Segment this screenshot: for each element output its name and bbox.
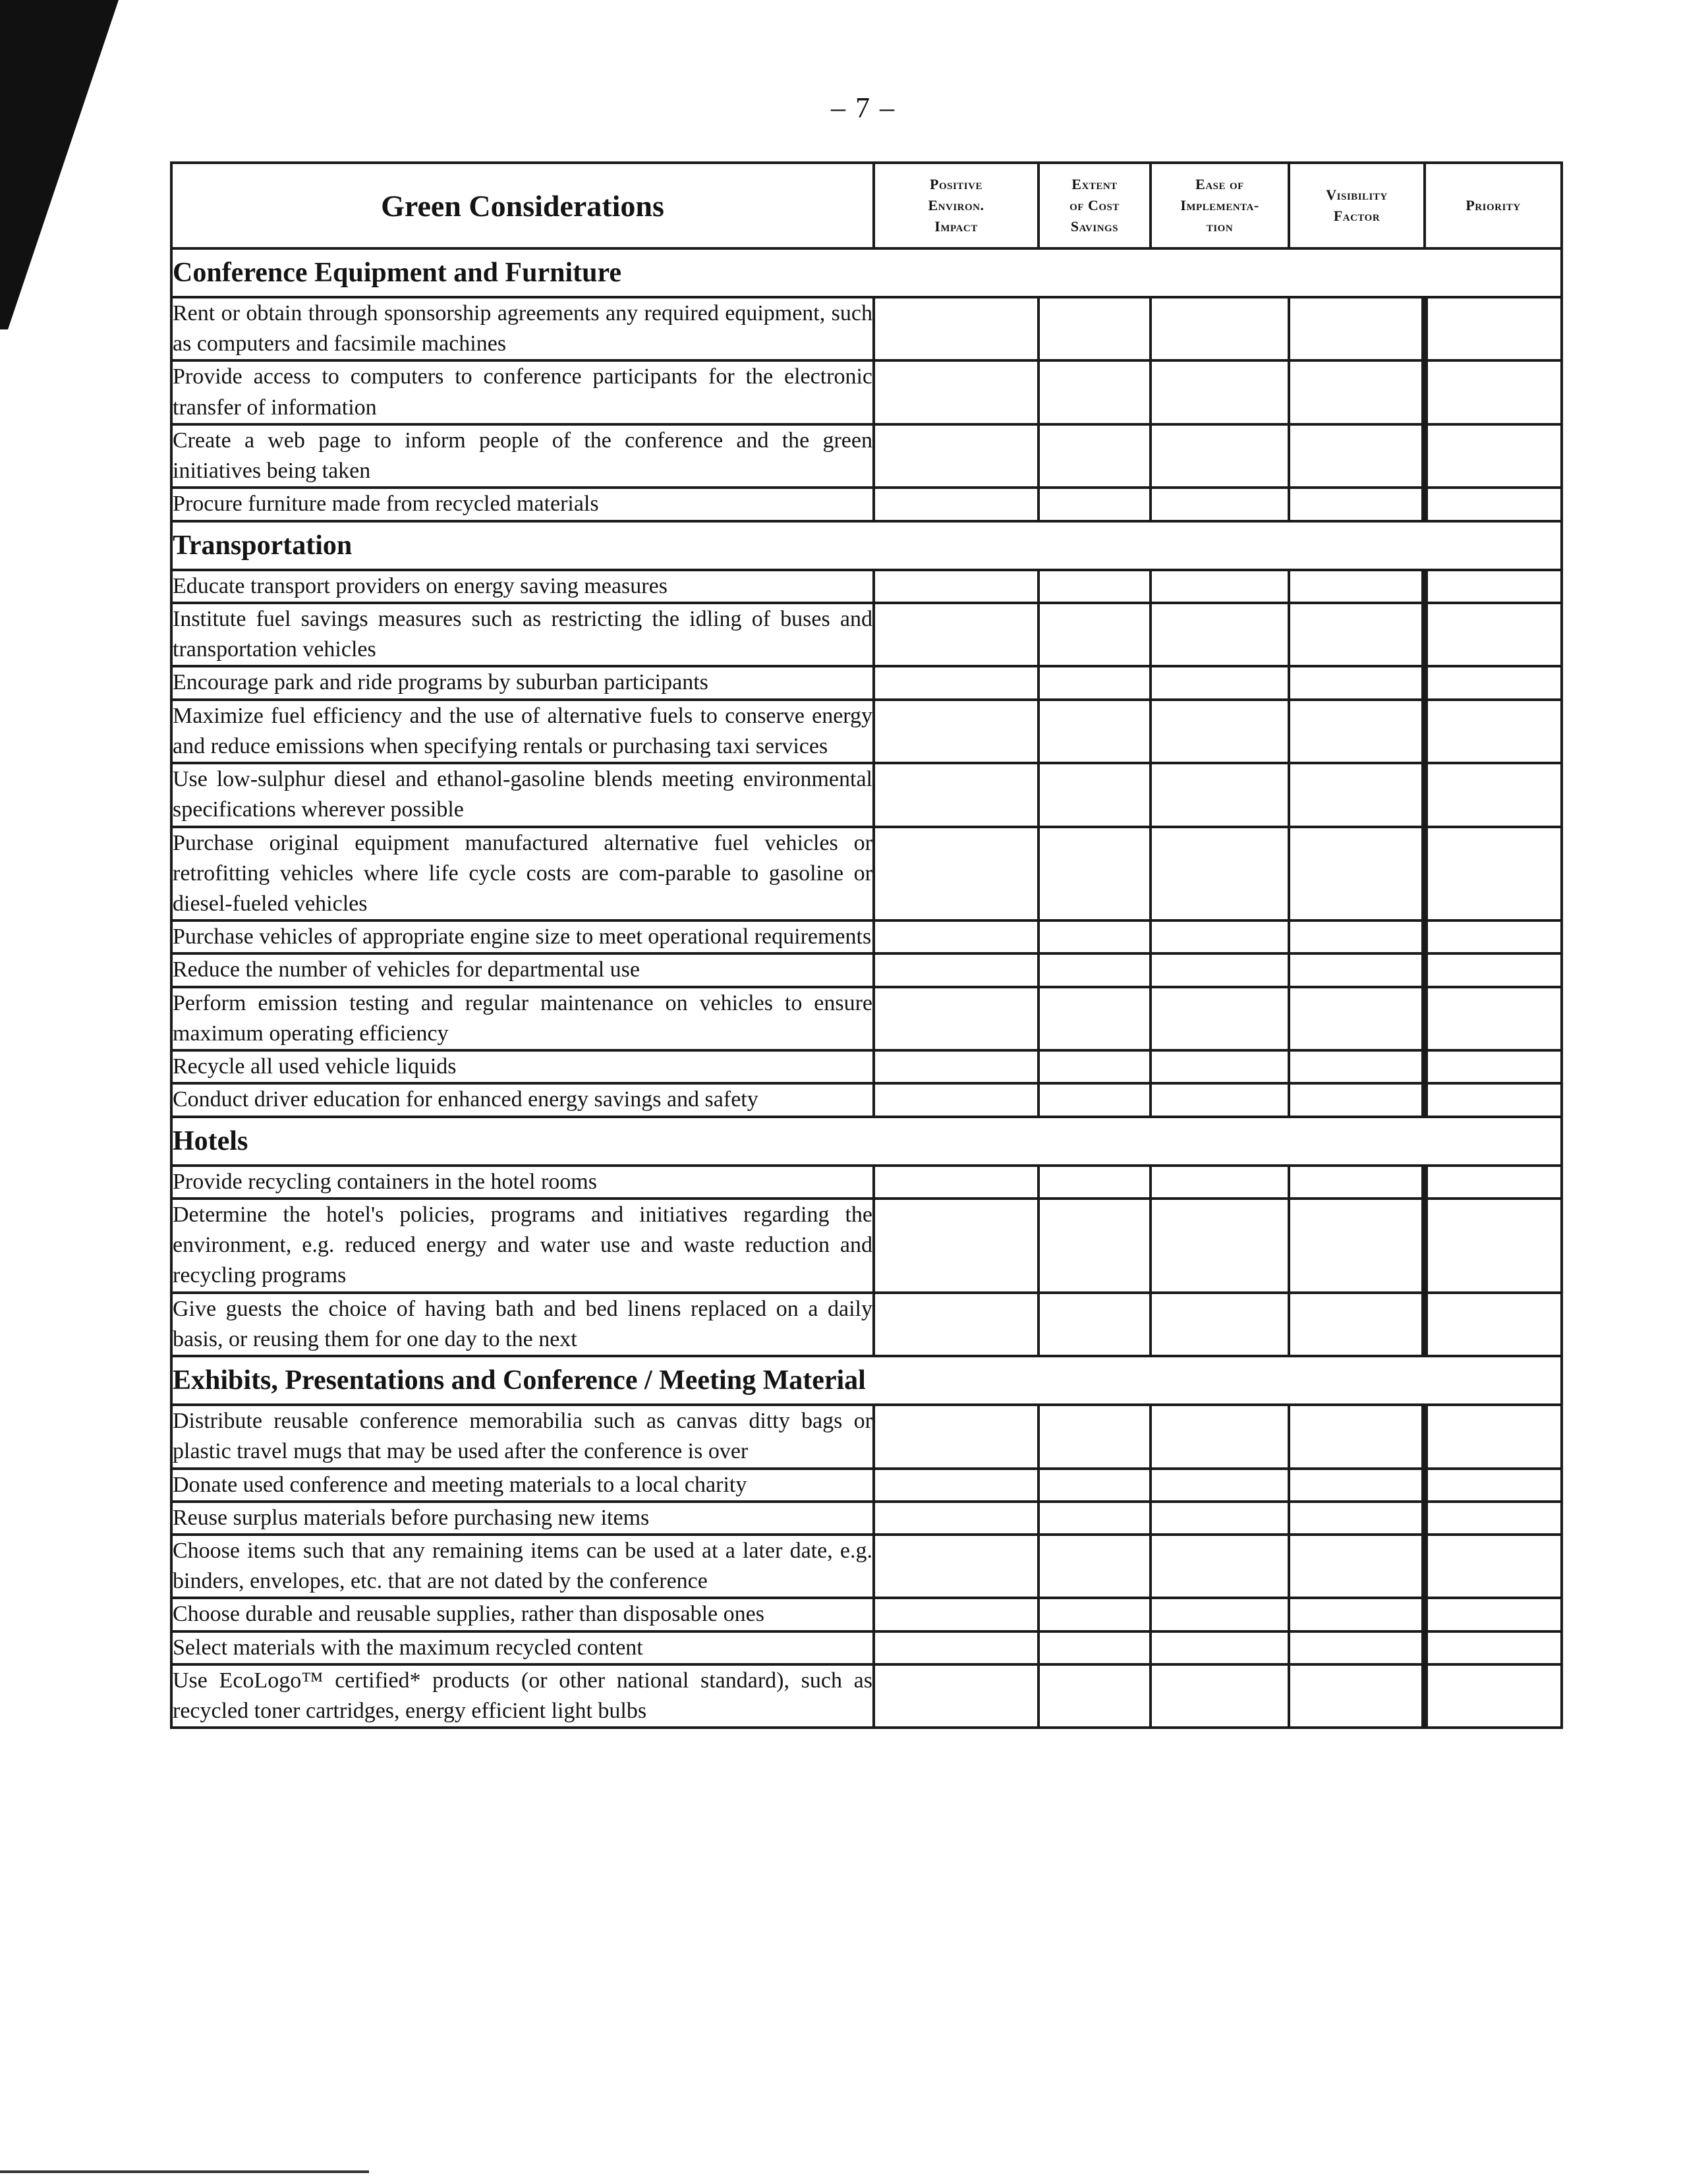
positive-impact-cell[interactable] [874,603,1039,666]
cost-savings-cell[interactable] [1039,1083,1151,1116]
cost-savings-cell[interactable] [1039,987,1151,1050]
ease-of-implementation-cell[interactable] [1151,1293,1289,1356]
priority-cell[interactable] [1425,1166,1562,1199]
visibility-factor-cell[interactable] [1289,570,1425,603]
section-heading-row [171,1356,1562,1405]
cost-savings-cell[interactable] [1039,297,1151,360]
positive-impact-cell[interactable] [874,360,1039,424]
visibility-factor-cell[interactable] [1289,1502,1425,1535]
cost-savings-cell[interactable] [1039,1469,1151,1502]
positive-impact-cell[interactable] [874,1083,1039,1116]
consideration-text: Provide recycling containers in the hotel rooms [171,1166,874,1199]
priority-cell[interactable] [1425,827,1562,921]
visibility-factor-cell[interactable] [1289,1166,1425,1199]
positive-impact-cell[interactable] [874,488,1039,521]
consideration-text: Procure furniture made from recycled materials [171,488,874,521]
consideration-text: Distribute reusable conference memorabilia such as canvas ditty bags or plastic travel mugs that may be used after the conference is over [171,1405,874,1468]
positive-impact-cell[interactable] [874,1631,1039,1664]
cost-savings-cell[interactable] [1039,827,1151,921]
consideration-row [171,1598,1562,1631]
priority-cell[interactable] [1425,297,1562,360]
ease-of-implementation-cell[interactable] [1151,1535,1289,1598]
visibility-factor-cell[interactable] [1289,1598,1425,1631]
consideration-text: Educate transport providers on energy saving measures [171,570,874,603]
consideration-text: Choose items such that any remaining items can be used at a later date, e.g. binders, envelopes, etc. that are not dated by the conference [171,1535,874,1598]
priority-cell[interactable] [1425,1664,1562,1728]
priority-cell[interactable] [1425,1502,1562,1535]
page-number: – 7 – [831,92,896,124]
ease-of-implementation-cell[interactable] [1151,360,1289,424]
consideration-row [171,1405,1562,1468]
positive-impact-cell[interactable] [874,297,1039,360]
cost-savings-cell[interactable] [1039,1199,1151,1293]
consideration-text: Use EcoLogo™ certified* products (or other national standard), such as recycled toner cartridges, energy efficient light bulbs [171,1664,874,1728]
cost-savings-cell[interactable] [1039,603,1151,666]
positive-impact-cell[interactable] [874,1502,1039,1535]
section-heading-row [171,521,1562,570]
consideration-row [171,1631,1562,1664]
table-body [171,248,1562,1728]
priority-cell[interactable] [1425,700,1562,763]
ease-of-implementation-cell[interactable] [1151,424,1289,488]
green-considerations-table [170,161,1563,1729]
scan-corner-mark [0,0,132,343]
cost-savings-cell[interactable] [1039,570,1151,603]
consideration-row [171,488,1562,521]
priority-cell[interactable] [1425,1598,1562,1631]
consideration-text: Create a web page to inform people of the conference and the green initiatives being taken [171,424,874,488]
visibility-factor-cell[interactable] [1289,424,1425,488]
extent-of-cost-savings-header: Extent of Cost Savings [1039,163,1151,248]
cost-savings-cell[interactable] [1039,953,1151,986]
priority-cell[interactable] [1425,570,1562,603]
visibility-factor-cell[interactable] [1289,1199,1425,1293]
visibility-factor-cell[interactable] [1289,953,1425,986]
priority-cell[interactable] [1425,1199,1562,1293]
visibility-factor-cell[interactable] [1289,920,1425,953]
section-heading-row [171,248,1562,297]
ease-of-implementation-cell[interactable] [1151,1664,1289,1728]
green-considerations-header: Green Considerations [171,163,874,248]
consideration-text: Provide access to computers to conference participants for the electronic transfer of information [171,360,874,424]
consideration-text: Reduce the number of vehicles for departmental use [171,953,874,986]
cost-savings-cell[interactable] [1039,1050,1151,1083]
priority-cell[interactable] [1425,1469,1562,1502]
consideration-text: Institute fuel savings measures such as restricting the idling of buses and transportation vehicles [171,603,874,666]
priority-cell[interactable] [1425,987,1562,1050]
consideration-row [171,360,1562,424]
consideration-text: Reuse surplus materials before purchasing new items [171,1502,874,1535]
positive-impact-cell[interactable] [874,666,1039,699]
priority-cell[interactable] [1425,1631,1562,1664]
positive-impact-cell[interactable] [874,1535,1039,1598]
consideration-text: Give guests the choice of having bath and bed linens replaced on a daily basis, or reusing them for one day to the next [171,1293,874,1356]
consideration-text: Recycle all used vehicle liquids [171,1050,874,1083]
consideration-row [171,1535,1562,1598]
positive-impact-cell[interactable] [874,920,1039,953]
positive-impact-cell[interactable] [874,1293,1039,1356]
priority-cell[interactable] [1425,1050,1562,1083]
ease-of-implementation-cell[interactable] [1151,1502,1289,1535]
consideration-row [171,603,1562,666]
ease-of-implementation-cell[interactable] [1151,666,1289,699]
ease-of-implementation-cell[interactable] [1151,603,1289,666]
positive-impact-cell[interactable] [874,1598,1039,1631]
priority-cell[interactable] [1425,603,1562,666]
priority-cell[interactable] [1425,763,1562,826]
positive-impact-cell[interactable] [874,987,1039,1050]
ease-of-implementation-cell[interactable] [1151,1469,1289,1502]
positive-impact-cell[interactable] [874,570,1039,603]
consideration-text: Determine the hotel's policies, programs and initiatives regarding the environment, e.g. reduced energy and water use and waste reduction and recycling programs [171,1199,874,1293]
priority-cell[interactable] [1425,360,1562,424]
consideration-text: Rent or obtain through sponsorship agreements any required equipment, such as computers and facsimile machines [171,297,874,360]
consideration-row [171,1469,1562,1502]
consideration-row [171,297,1562,360]
visibility-factor-cell[interactable] [1289,360,1425,424]
consideration-text: Maximize fuel efficiency and the use of alternative fuels to conserve energy and reduce emissions when specifying rentals or purchasing taxi services [171,700,874,763]
consideration-text: Use low-sulphur diesel and ethanol-gasoline blends meeting environmental specifications wherever possible [171,763,874,826]
visibility-factor-cell[interactable] [1289,1469,1425,1502]
priority-cell[interactable] [1425,1405,1562,1468]
consideration-text: Donate used conference and meeting materials to a local charity [171,1469,874,1502]
positive-impact-cell[interactable] [874,953,1039,986]
ease-of-implementation-cell[interactable] [1151,700,1289,763]
positive-impact-cell[interactable] [874,1199,1039,1293]
ease-of-implementation-header: Ease of Implementa- tion [1151,163,1289,248]
priority-cell[interactable] [1425,1535,1562,1598]
consideration-row [171,987,1562,1050]
consideration-row [171,666,1562,699]
cost-savings-cell[interactable] [1039,1166,1151,1199]
priority-cell[interactable] [1425,488,1562,521]
consideration-row [171,1166,1562,1199]
cost-savings-cell[interactable] [1039,360,1151,424]
visibility-factor-cell[interactable] [1289,1535,1425,1598]
visibility-factor-cell[interactable] [1289,1405,1425,1468]
ease-of-implementation-cell[interactable] [1151,570,1289,603]
consideration-row [171,1664,1562,1728]
positive-impact-cell[interactable] [874,1405,1039,1468]
ease-of-implementation-cell[interactable] [1151,1631,1289,1664]
ease-of-implementation-cell[interactable] [1151,1598,1289,1631]
positive-impact-cell[interactable] [874,827,1039,921]
ease-of-implementation-cell[interactable] [1151,1050,1289,1083]
priority-cell[interactable] [1425,1293,1562,1356]
consideration-row [171,827,1562,921]
ease-of-implementation-cell[interactable] [1151,1199,1289,1293]
visibility-factor-cell[interactable] [1289,700,1425,763]
consideration-text: Conduct driver education for enhanced energy savings and safety [171,1083,874,1116]
consideration-text: Purchase original equipment manufactured alternative fuel vehicles or retrofitting vehicles where life cycle costs are com-parable to gasoline or diesel-fueled vehicles [171,827,874,921]
cost-savings-cell[interactable] [1039,700,1151,763]
cost-savings-cell[interactable] [1039,1535,1151,1598]
visibility-factor-cell[interactable] [1289,603,1425,666]
priority-header: Priority [1425,163,1562,248]
visibility-factor-cell[interactable] [1289,1631,1425,1664]
visibility-factor-cell[interactable] [1289,1293,1425,1356]
consideration-text: Purchase vehicles of appropriate engine size to meet operational requirements [171,920,874,953]
ease-of-implementation-cell[interactable] [1151,1405,1289,1468]
cost-savings-cell[interactable] [1039,666,1151,699]
visibility-factor-cell[interactable] [1289,987,1425,1050]
section-title: Transportation [171,521,1562,570]
positive-impact-cell[interactable] [874,700,1039,763]
consideration-row [171,1050,1562,1083]
visibility-factor-cell[interactable] [1289,666,1425,699]
visibility-factor-cell[interactable] [1289,1083,1425,1116]
visibility-factor-cell[interactable] [1289,297,1425,360]
visibility-factor-cell[interactable] [1289,1050,1425,1083]
consideration-text: Perform emission testing and regular maintenance on vehicles to ensure maximum operating efficiency [171,987,874,1050]
ease-of-implementation-cell[interactable] [1151,763,1289,826]
consideration-row [171,763,1562,826]
section-title: Hotels [171,1117,1562,1166]
positive-impact-cell[interactable] [874,1166,1039,1199]
ease-of-implementation-cell[interactable] [1151,827,1289,921]
visibility-factor-cell[interactable] [1289,827,1425,921]
positive-impact-cell[interactable] [874,1050,1039,1083]
cost-savings-cell[interactable] [1039,1631,1151,1664]
cost-savings-cell[interactable] [1039,1502,1151,1535]
cost-savings-cell[interactable] [1039,920,1151,953]
visibility-factor-header: Visibility Factor [1289,163,1425,248]
consideration-row [171,1083,1562,1116]
visibility-factor-cell[interactable] [1289,1664,1425,1728]
positive-impact-cell[interactable] [874,1664,1039,1728]
consideration-row [171,1199,1562,1293]
positive-impact-cell[interactable] [874,763,1039,826]
cost-savings-cell[interactable] [1039,1598,1151,1631]
section-heading-row [171,1117,1562,1166]
cost-savings-cell[interactable] [1039,1293,1151,1356]
consideration-row [171,424,1562,488]
consideration-row [171,920,1562,953]
ease-of-implementation-cell[interactable] [1151,953,1289,986]
positive-environ-impact-header: Positive Environ. Impact [874,163,1039,248]
positive-impact-cell[interactable] [874,424,1039,488]
consideration-row [171,570,1562,603]
consideration-row [171,700,1562,763]
consideration-row [171,953,1562,986]
visibility-factor-cell[interactable] [1289,763,1425,826]
priority-cell[interactable] [1425,953,1562,986]
section-title: Conference Equipment and Furniture [171,248,1562,297]
visibility-factor-cell[interactable] [1289,488,1425,521]
ease-of-implementation-cell[interactable] [1151,1166,1289,1199]
priority-cell[interactable] [1425,424,1562,488]
scan-bottom-rule [0,2170,369,2173]
ease-of-implementation-cell[interactable] [1151,1083,1289,1116]
cost-savings-cell[interactable] [1039,763,1151,826]
consideration-row [171,1502,1562,1535]
ease-of-implementation-cell[interactable] [1151,488,1289,521]
consideration-text: Select materials with the maximum recycled content [171,1631,874,1664]
priority-cell[interactable] [1425,920,1562,953]
cost-savings-cell[interactable] [1039,1405,1151,1468]
cost-savings-cell[interactable] [1039,424,1151,488]
priority-cell[interactable] [1425,1083,1562,1116]
section-title: Exhibits, Presentations and Conference / Meeting Material [171,1356,1562,1405]
ease-of-implementation-cell[interactable] [1151,297,1289,360]
header-row [171,163,1562,248]
positive-impact-cell[interactable] [874,1469,1039,1502]
priority-cell[interactable] [1425,666,1562,699]
cost-savings-cell[interactable] [1039,488,1151,521]
ease-of-implementation-cell[interactable] [1151,920,1289,953]
consideration-row [171,1293,1562,1356]
consideration-text: Encourage park and ride programs by suburban participants [171,666,874,699]
cost-savings-cell[interactable] [1039,1664,1151,1728]
ease-of-implementation-cell[interactable] [1151,987,1289,1050]
consideration-text: Choose durable and reusable supplies, rather than disposable ones [171,1598,874,1631]
